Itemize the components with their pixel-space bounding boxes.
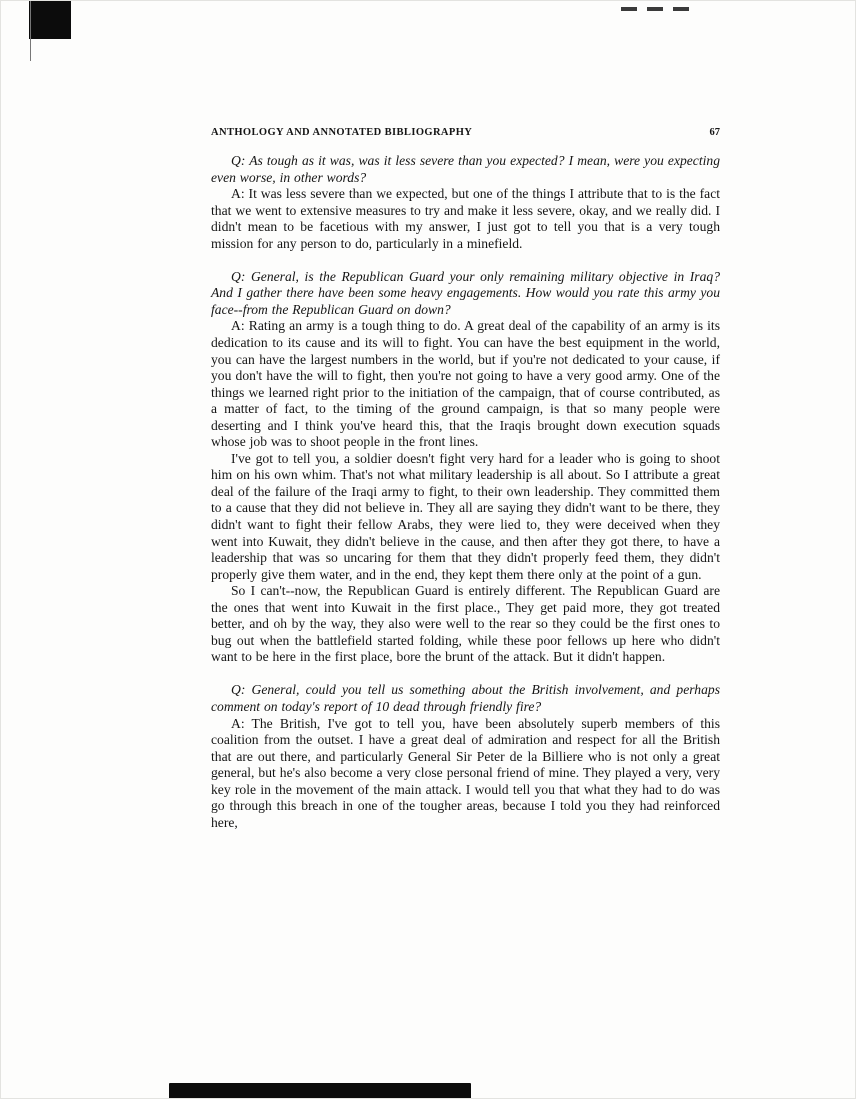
answer-paragraph-3: A: The British, I've got to tell you, have been absolutely superb members of this coalition from the outset. I have a great deal of admiration and respect for all the British that are out there, and particularly General Sir Peter de la Billiere who is not only a great general, but he's also become a very close personal friend of mine. They played a very, very key role in the movement of the main attack. I would tell you that what they had to do was go through this breach in one of the tougher areas, because I told you they had reinforced here,: [211, 715, 720, 830]
scan-artifact-top-right: [621, 7, 693, 11]
scan-artifact-top-left: [29, 1, 71, 39]
question-paragraph-1: Q: As tough as it was, was it less severe than you expected? I mean, were you expecting even worse, in other words?: [211, 153, 720, 185]
answer-paragraph-2-cont-1: I've got to tell you, a soldier doesn't fight very hard for a leader who is going to shoot him on his own whim. That's not what military leadership is all about. So I attribute a great deal of the failure of the Iraqi army to fight, to their own leadership. They committed them to a cause that they did not believe in. They all are saying they didn't want to be there, they didn't want to fight their fellow Arabs, they were lied to, they were deceived when they went into Kuwait, they didn't believe in the cause, and then after they got there, to have a leadership that was so uncaring for them that they didn't properly feed them, they didn't properly give them water, and in the end, they kept them there only at the point of a gun.: [211, 450, 720, 582]
answer-paragraph-2: A: Rating an army is a tough thing to do. A great deal of the capability of an army is its dedication to its cause and its will to fight. You can have the best equipment in the world, you can have the largest numbers in the world, but if you're not dedicated to your cause, if you don't have the will to fight, then you're not going to have a very good army. One of the things we learned right prior to the initiation of the campaign, that of course contributed, as a matter of fact, to the timing of the ground campaign, is that so many people were deserting and I think you've heard this, that the Iraqis brought down execution squads whose job was to shoot people in the front lines.: [211, 318, 720, 450]
question-paragraph-3: Q: General, could you tell us something about the British involvement, and perhaps comment on today's report of 10 dead through friendly fire?: [211, 682, 720, 714]
answer-paragraph-1: A: It was less severe than we expected, but one of the things I attribute that to is the fact that we went to extensive measures to try and make it less severe, okay, and we really did. I didn't mean to be facetious with my answer, I just got to tell you that is a very tough mission for any person to do, particularly in a minefield.: [211, 186, 720, 251]
scan-artifact-bottom-bar: [169, 1083, 471, 1099]
page-number: 67: [709, 127, 720, 138]
answer-paragraph-2-cont-2: So I can't--now, the Republican Guard is entirely different. The Republican Guard are the ones that went into Kuwait in the first place., They get paid more, they got treated better, and oh by the way, they also were well to the rear so they could be the first ones to bug out when the battlefield started folding, while these poor fellows up here who didn't want to be here in the first place, bore the brunt of the attack. But it didn't happen.: [211, 583, 720, 665]
page-header: [211, 127, 720, 138]
question-paragraph-2: Q: General, is the Republican Guard your only remaining military objective in Iraq? And I gather there have been some heavy engagements. How would you rate this army you face--from the Republican Guard on down?: [211, 268, 720, 317]
scan-edge-line: [30, 1, 31, 61]
page-content: [211, 127, 720, 831]
running-title: ANTHOLOGY AND ANNOTATED BIBLIOGRAPHY: [211, 127, 473, 138]
